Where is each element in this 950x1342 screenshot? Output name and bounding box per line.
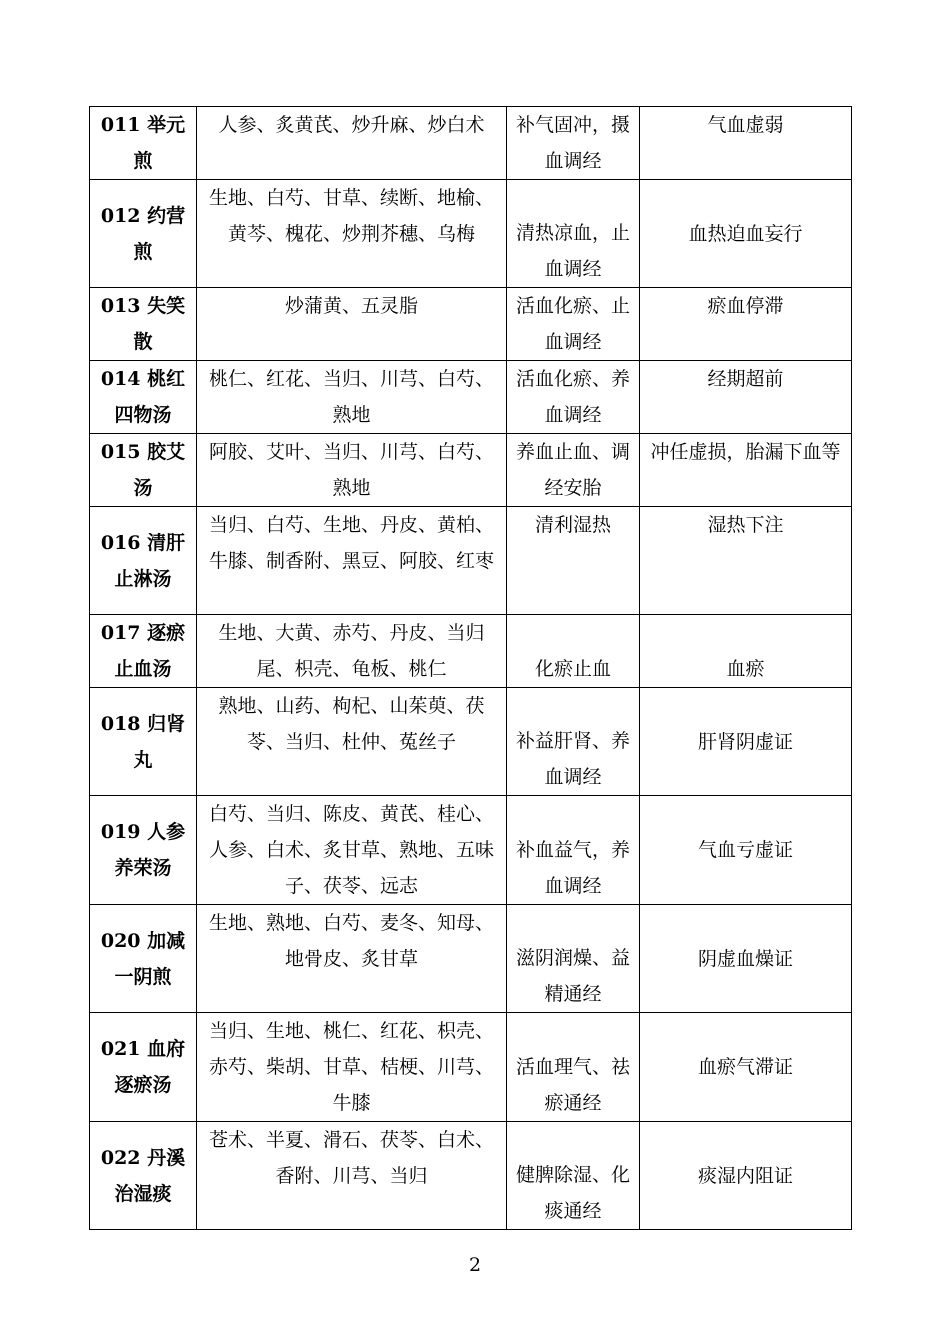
formula-indication: 阴虚血燥证	[640, 905, 852, 1013]
table-row	[90, 1013, 852, 1122]
table-row	[90, 796, 852, 905]
formula-name: 020 加减一阴煎	[90, 905, 197, 1013]
formula-indication: 经期超前	[640, 361, 852, 434]
formula-effect: 清利湿热	[507, 507, 640, 615]
formula-effect: 补益肝肾、养血调经	[507, 688, 640, 796]
formula-name: 017 逐瘀止血汤	[90, 615, 197, 688]
table-row	[90, 1122, 852, 1230]
formula-herbs: 桃仁、红花、当归、川芎、白芍、熟地	[197, 361, 507, 434]
formula-effect: 活血化瘀、止血调经	[507, 288, 640, 361]
table-row	[90, 361, 852, 434]
formula-indication: 气血亏虚证	[640, 796, 852, 905]
table-row	[90, 688, 852, 796]
formula-herbs: 生地、大黄、赤芍、丹皮、当归尾、枳壳、龟板、桃仁	[197, 615, 507, 688]
formula-indication: 血瘀	[640, 615, 852, 688]
formula-indication: 冲任虚损，胎漏下血等	[640, 434, 852, 507]
formula-herbs: 炒蒲黄、五灵脂	[197, 288, 507, 361]
table-row	[90, 507, 852, 615]
formula-herbs: 当归、白芍、生地、丹皮、黄柏、牛膝、制香附、黑豆、阿胶、红枣	[197, 507, 507, 615]
formula-effect: 补气固冲，摄血调经	[507, 107, 640, 180]
formula-herbs: 苍术、半夏、滑石、茯苓、白术、香附、川芎、当归	[197, 1122, 507, 1230]
formula-indication: 瘀血停滞	[640, 288, 852, 361]
table-row	[90, 107, 852, 180]
formula-herbs: 阿胶、艾叶、当归、川芎、白芍、熟地	[197, 434, 507, 507]
formula-indication: 血热迫血妄行	[640, 180, 852, 288]
table-row	[90, 288, 852, 361]
formula-indication: 血瘀气滞证	[640, 1013, 852, 1122]
table-row	[90, 905, 852, 1013]
formula-effect: 滋阴润燥、益精通经	[507, 905, 640, 1013]
formula-indication: 气血虚弱	[640, 107, 852, 180]
formula-effect: 养血止血、调经安胎	[507, 434, 640, 507]
formula-name: 018 归肾丸	[90, 688, 197, 796]
formula-effect: 活血理气、祛瘀通经	[507, 1013, 640, 1122]
formula-effect: 补血益气，养血调经	[507, 796, 640, 905]
formula-table	[89, 106, 852, 1230]
formula-herbs: 熟地、山药、枸杞、山茱萸、茯苓、当归、杜仲、菟丝子	[197, 688, 507, 796]
formula-effect: 健脾除湿、化痰通经	[507, 1122, 640, 1230]
formula-name: 014 桃红四物汤	[90, 361, 197, 434]
table-row	[90, 434, 852, 507]
table-row	[90, 615, 852, 688]
formula-herbs: 人参、炙黄芪、炒升麻、炒白术	[197, 107, 507, 180]
formula-name: 019 人参养荣汤	[90, 796, 197, 905]
formula-herbs: 生地、熟地、白芍、麦冬、知母、地骨皮、炙甘草	[197, 905, 507, 1013]
formula-effect: 活血化瘀、养血调经	[507, 361, 640, 434]
formula-name: 011 举元煎	[90, 107, 197, 180]
formula-herbs: 当归、生地、桃仁、红花、枳壳、赤芍、柴胡、甘草、桔梗、川芎、牛膝	[197, 1013, 507, 1122]
formula-name: 015 胶艾汤	[90, 434, 197, 507]
page-number: 2	[468, 1254, 482, 1276]
formula-indication: 痰湿内阻证	[640, 1122, 852, 1230]
formula-indication: 肝肾阴虚证	[640, 688, 852, 796]
formula-name: 013 失笑散	[90, 288, 197, 361]
formula-effect: 清热凉血，止血调经	[507, 180, 640, 288]
formula-herbs: 白芍、当归、陈皮、黄芪、桂心、人参、白术、炙甘草、熟地、五味子、茯苓、远志	[197, 796, 507, 905]
formula-herbs: 生地、白芍、甘草、续断、地榆、黄芩、槐花、炒荆芥穗、乌梅	[197, 180, 507, 288]
formula-effect: 化瘀止血	[507, 615, 640, 688]
formula-name: 012 约营煎	[90, 180, 197, 288]
formula-name: 021 血府逐瘀汤	[90, 1013, 197, 1122]
formula-name: 016 清肝止淋汤	[90, 507, 197, 615]
table-row	[90, 180, 852, 288]
formula-indication: 湿热下注	[640, 507, 852, 615]
formula-name: 022 丹溪治湿痰	[90, 1122, 197, 1230]
